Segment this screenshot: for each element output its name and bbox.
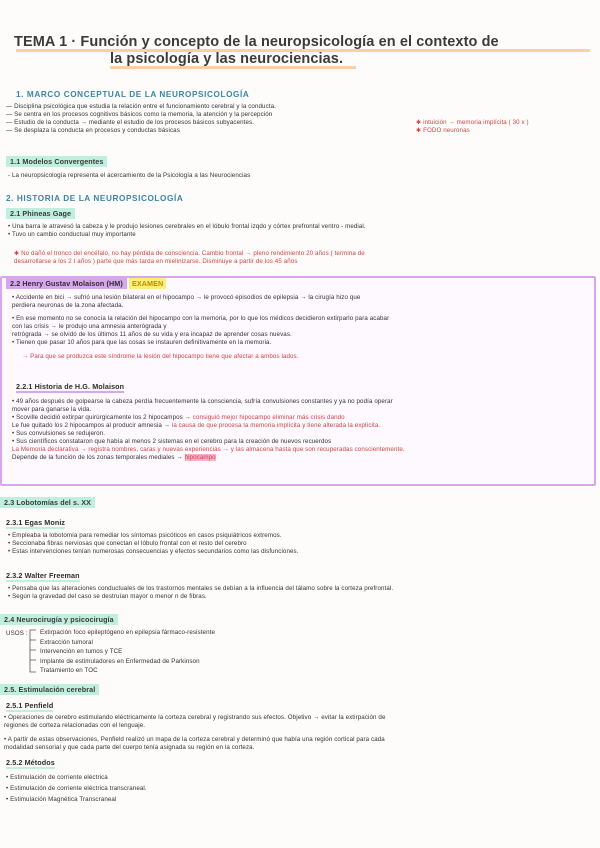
exam-badge: EXAMEN — [129, 278, 166, 289]
subsection-heading: 2.3 Lobotomías del s. XX — [0, 497, 95, 508]
section-heading: 2. HISTORIA DE LA NEUROPSICOLOGÍA — [6, 194, 184, 203]
section-2-1-notes — [14, 250, 594, 266]
page-title — [14, 34, 590, 68]
text-line: • Tuvo un cambio conductual muy importante — [8, 231, 136, 238]
section-heading: 1. MARCO CONCEPTUAL DE LA NEUROPSICOLOGÍA — [16, 90, 250, 99]
section-2-3-2-body — [8, 585, 593, 601]
note-span: La Memoria declarativa → registra nombres, caras y nuevas experiencias → y las almacena hasta que son recuperadas conscientemente. — [12, 446, 405, 453]
text-line — [12, 422, 588, 430]
bracket-icon — [26, 628, 38, 674]
section-1-body — [6, 103, 406, 135]
section-2-1-body — [8, 223, 593, 239]
list-item: Tratamiento en TOC — [40, 667, 98, 674]
text-line: • Una barra le atravesó la cabeza y le produjo lesiones cerebrales en el lóbulo frontal izqdo y córtex prefrontal ventro - medial. — [8, 223, 366, 230]
side-note: ✱ intuición → memoria implícita ( 30 x ) — [416, 119, 529, 126]
list-item: • Estimulación de corriente eléctrica transcraneal. — [6, 785, 147, 792]
text-line — [12, 454, 588, 462]
list-item: Extirpación foco epileptógeno en epilepsia fármaco-resistente — [40, 629, 215, 636]
text-line: perdiera neuronas de la zona afectada. — [12, 302, 124, 309]
text-line: mover para ganarse la vida. — [12, 406, 92, 413]
title-line-1: TEMA 1 · Función y concepto de la neuropsicología en el contexto de — [14, 34, 499, 50]
note-span: consiguió mejor hipocampo eliminar más crisis dando — [192, 414, 345, 421]
section-2-5-2-body — [6, 772, 506, 805]
section-2-4-body — [40, 628, 460, 676]
text-line: • Seccionaba fibras nerviosas que conectan el lóbulo frontal con el resto del cerebro — [8, 540, 247, 547]
list-item: • Estimulación Magnética Transcraneal — [6, 796, 117, 803]
list-item: Implante de estimuladores en Enfermedad de Parkinson — [40, 657, 200, 665]
side-notes — [416, 119, 596, 135]
text-line: retrógrada → se olvidó de los últimos 11 años de su vida y era incapaz de aprender cosas nuevas. — [12, 331, 292, 338]
text-line: • Empleaba la lobotomía para remediar los síntomas psicóticos en casos psiquiátricos extremos. — [8, 532, 282, 539]
text-span: Depende de la función de los zonas temporales mediales → — [12, 454, 183, 461]
text-line: • Estas intervenciones tenían numerosas consecuencias y efectos secundarios como las disfunciones. — [8, 548, 299, 555]
text-line — [12, 414, 588, 422]
text-line: — Disciplina psicológica que estudia la relación entre el funcionamiento cerebral y la conducta. — [6, 103, 276, 110]
note-line: desarrollarse a los 2 I años ) parte que más tarda en mielinizarse. Disminuye a partir de los 45 años — [14, 258, 298, 265]
text-line: • Sus científicos constataron que había al menos 2 sistemas en el cerebro para la creación de nuevos recuerdos — [12, 438, 332, 445]
text-line — [12, 446, 588, 454]
list-item: Extracción tumoral — [40, 638, 94, 646]
text-line: • Accidente en bici → sufrió una lesión bilateral en el hipocampo → le provocó episodios de epilepsia → la cirugía hizo que — [12, 294, 361, 301]
section-2-5-1-body — [4, 714, 594, 752]
subsubsection-heading: 2.3.2 Walter Freeman — [6, 571, 80, 580]
subsection-heading: 2.4 Neurocirugía y psicocirugía — [0, 614, 118, 625]
subsubsection-heading: 2.2.1 Historia de H.G. Molaison — [16, 382, 125, 391]
title-line-2: la psicología y las neurociencias. — [110, 51, 344, 67]
text-line: — Estudio de la conducta → mediante el estudio de los procesos básicos subyacentes. — [6, 119, 255, 126]
text-line: modalidad sensorial y que cada parte del cuerpo tenía asignada su región en la corteza. — [4, 744, 255, 751]
text-span: Le fue quitado los 2 hipocampos al producir amnesia → — [12, 422, 171, 429]
section-2-2-1-body — [12, 398, 588, 462]
section-1-1-body — [8, 172, 568, 180]
subsubsection-heading: 2.5.2 Métodos — [6, 758, 55, 767]
text-line: • Según la gravedad del caso se destruían mayor o menor n de fibras. — [8, 593, 207, 600]
text-line: • Pensaba que las alteraciones conductuales de los trastornos mentales se debían a la influencia del tálamo sobre la corteza prefrontal. — [8, 585, 394, 592]
text-line: • Operaciones de cerebro estimulando eléctricamente la corteza cerebral y registrando sus efectos. Objetivo → evitar la extirpación de — [4, 714, 386, 721]
section-2-2-body — [12, 294, 588, 361]
note-span: la causa de que procesa la memoria implícita y tiene alterada la explícita. — [171, 422, 381, 429]
note-span: hipocampo — [184, 454, 216, 461]
subsection-heading: 1.1 Modelos Convergentes — [6, 156, 107, 167]
section-2-3-1-body — [8, 532, 593, 556]
side-note: ✱ FODO neuronas — [416, 127, 470, 134]
list-item: Intervención en tumos y TCE — [40, 648, 123, 655]
subsubsection-heading: 2.5.1 Penfield — [6, 701, 54, 710]
text-span: • Scoville decidió extirpar quirúrgicamente los 2 hipocampos → — [12, 414, 191, 421]
text-line: — Se centra en los procesos cognitivos básicos como la memoria, la atención y la percepción — [6, 111, 273, 118]
list-item: • Estimulación de corriente eléctrica — [6, 774, 108, 781]
text-line: — Se desplaza la conducta en procesos y conductas básicas — [6, 127, 180, 134]
text-line: regiones de corteza relacionadas con el lenguaje. — [4, 722, 146, 729]
text-line: • Tienen que pasar 10 años para que las cosas se instauren definitivamente en la memoria. — [12, 339, 272, 346]
hm-heading: 2.2 Henry Gustav Molaison (HM) — [6, 278, 127, 289]
note-line: ✱ No dañó el tronco del encéfalo, no hay pérdida de consciencia. Cambio frontal → pleno rendimiento 20 años ( termina de — [14, 250, 365, 257]
uses-label: USOS : — [6, 630, 28, 637]
text-line: • A partir de estas observaciones, Penfield realizó un mapa de la corteza cerebral y determinó que había una región cortical para cada — [4, 736, 385, 743]
text-line: con las crisis → le produjo una amnesia anterógrada y — [12, 323, 167, 330]
subsection-heading-hm — [6, 279, 166, 288]
text-line: - La neuropsicología representa el acercamiento de la Psicología a las Neurociencias — [8, 172, 251, 179]
note-line: → Para que se produzca este síndrome la lesión del hipocampo tiene que afectar a ambos lados. — [22, 353, 299, 360]
text-line: • En ese momento no se conocía la relación del hipocampo con la memoria, por lo que los médicos decidieron extirparlo para acabar — [12, 315, 390, 322]
subsection-heading: 2.5. Estimulación cerebral — [0, 684, 99, 695]
text-line: • Sus convulsiones se redujeron. — [12, 430, 106, 437]
subsubsection-heading: 2.3.1 Egas Moniz — [6, 518, 66, 527]
subsection-heading: 2.1 Phineas Gage — [6, 208, 75, 219]
text-line: • 49 años después de golpearse la cabeza perdía frecuentemente la consciencia, sufría convulsiones constantes y ya no podía operar — [12, 398, 393, 405]
